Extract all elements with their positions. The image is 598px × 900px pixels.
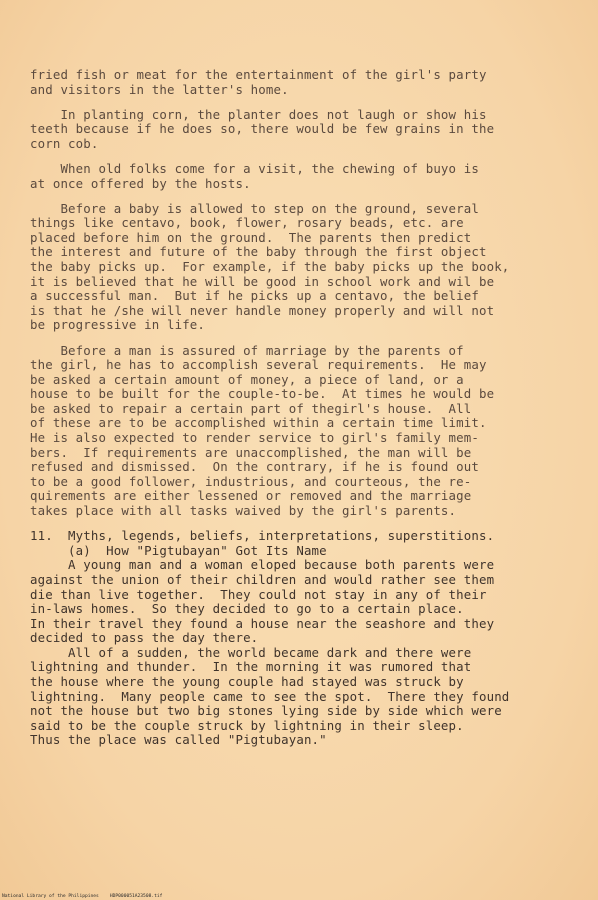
story-line: In their travel they found a house near the seashore and they: [30, 615, 495, 631]
text-line: quirements are either lessened or removed and the marriage: [30, 488, 472, 504]
text-line: house to be built for the couple-to-be. At times he would be: [30, 386, 495, 402]
text-line: a successful man. But if he picks up a centavo, the belief: [30, 288, 479, 304]
text-line: things like centavo, book, flower, rosary beads, etc. are: [30, 215, 464, 231]
text-line: to be a good follower, industrious, and courteous, the re-: [30, 473, 472, 489]
text-line: be asked a certain amount of money, a piece of land, or a: [30, 371, 464, 387]
text-line: corn cob.: [30, 135, 99, 151]
text-line: and visitors in the latter's home.: [30, 81, 289, 97]
myths-section: [30, 529, 575, 748]
story-line: A young man and a woman eloped because both parents were: [30, 557, 495, 573]
paragraph: [30, 202, 575, 333]
story-line: said to be the couple struck by lightning in their sleep.: [30, 717, 464, 733]
text-line: is that he /she will never handle money properly and will not: [30, 302, 495, 318]
text-line: Before a man is assured of marriage by the parents of: [30, 342, 464, 358]
text-line: fried fish or meat for the entertainment of the girl's party: [30, 67, 487, 82]
paragraph: [30, 68, 575, 97]
text-line: refused and dismissed. On the contrary, if he is found out: [30, 459, 479, 475]
story-line: in-laws homes. So they decided to go to a certain place.: [30, 601, 464, 617]
section-subheading: (a) How "Pigtubayan" Got Its Name: [30, 542, 327, 558]
text-line: the baby picks up. For example, if the baby picks up the book,: [30, 259, 510, 275]
text-line: In planting corn, the planter does not laugh or show his: [30, 106, 487, 122]
paragraph: [30, 108, 575, 152]
story-line: die than live together. They could not stay in any of their: [30, 586, 487, 602]
text-line: be asked to repair a certain part of thegirl's house. All: [30, 400, 472, 416]
text-line: be progressive in life.: [30, 317, 206, 333]
story-line: lightning. Many people came to see the spot. There they found: [30, 688, 510, 704]
text-line: teeth because if he does so, there would be few grains in the: [30, 121, 495, 137]
text-line: of these are to be accomplished within a certain time limit.: [30, 415, 487, 431]
text-line: bers. If requirements are unaccomplished, the man will be: [30, 444, 472, 460]
story-line: lightning and thunder. In the morning it was rumored that: [30, 659, 472, 675]
footer-caption: National Library of the Philippines HDP000051A23508.tif: [2, 894, 163, 899]
story-text: [30, 558, 575, 748]
story-line: All of a sudden, the world became dark and there were: [30, 644, 472, 660]
paragraph-list: [30, 68, 575, 519]
text-line: the girl, he has to accomplish several requirements. He may: [30, 357, 487, 373]
text-line: placed before him on the ground. The parents then predict: [30, 229, 472, 245]
story-line: against the union of their children and would rather see them: [30, 571, 495, 587]
text-line: When old folks come for a visit, the chewing of buyo is: [30, 160, 479, 176]
text-line: takes place with all tasks waived by the girl's parents.: [30, 503, 457, 519]
text-line: at once offered by the hosts.: [30, 175, 251, 191]
text-line: He is also expected to render service to girl's family mem-: [30, 430, 479, 446]
text-line: Before a baby is allowed to step on the ground, several: [30, 200, 479, 216]
story-line: Thus the place was called "Pigtubayan.": [30, 732, 327, 748]
typed-text-body: [30, 68, 575, 748]
story-line: the house where the young couple had stayed was struck by: [30, 674, 464, 690]
story-line: not the house but two big stones lying side by side which were: [30, 703, 502, 719]
story-line: decided to pass the day there.: [30, 630, 259, 646]
paragraph: [30, 162, 575, 191]
text-line: the interest and future of the baby through the first object: [30, 244, 487, 260]
text-line: it is believed that he will be good in school work and wil be: [30, 273, 495, 289]
paragraph: [30, 344, 575, 519]
section-heading: 11. Myths, legends, beliefs, interpretations, superstitions.: [30, 528, 495, 544]
